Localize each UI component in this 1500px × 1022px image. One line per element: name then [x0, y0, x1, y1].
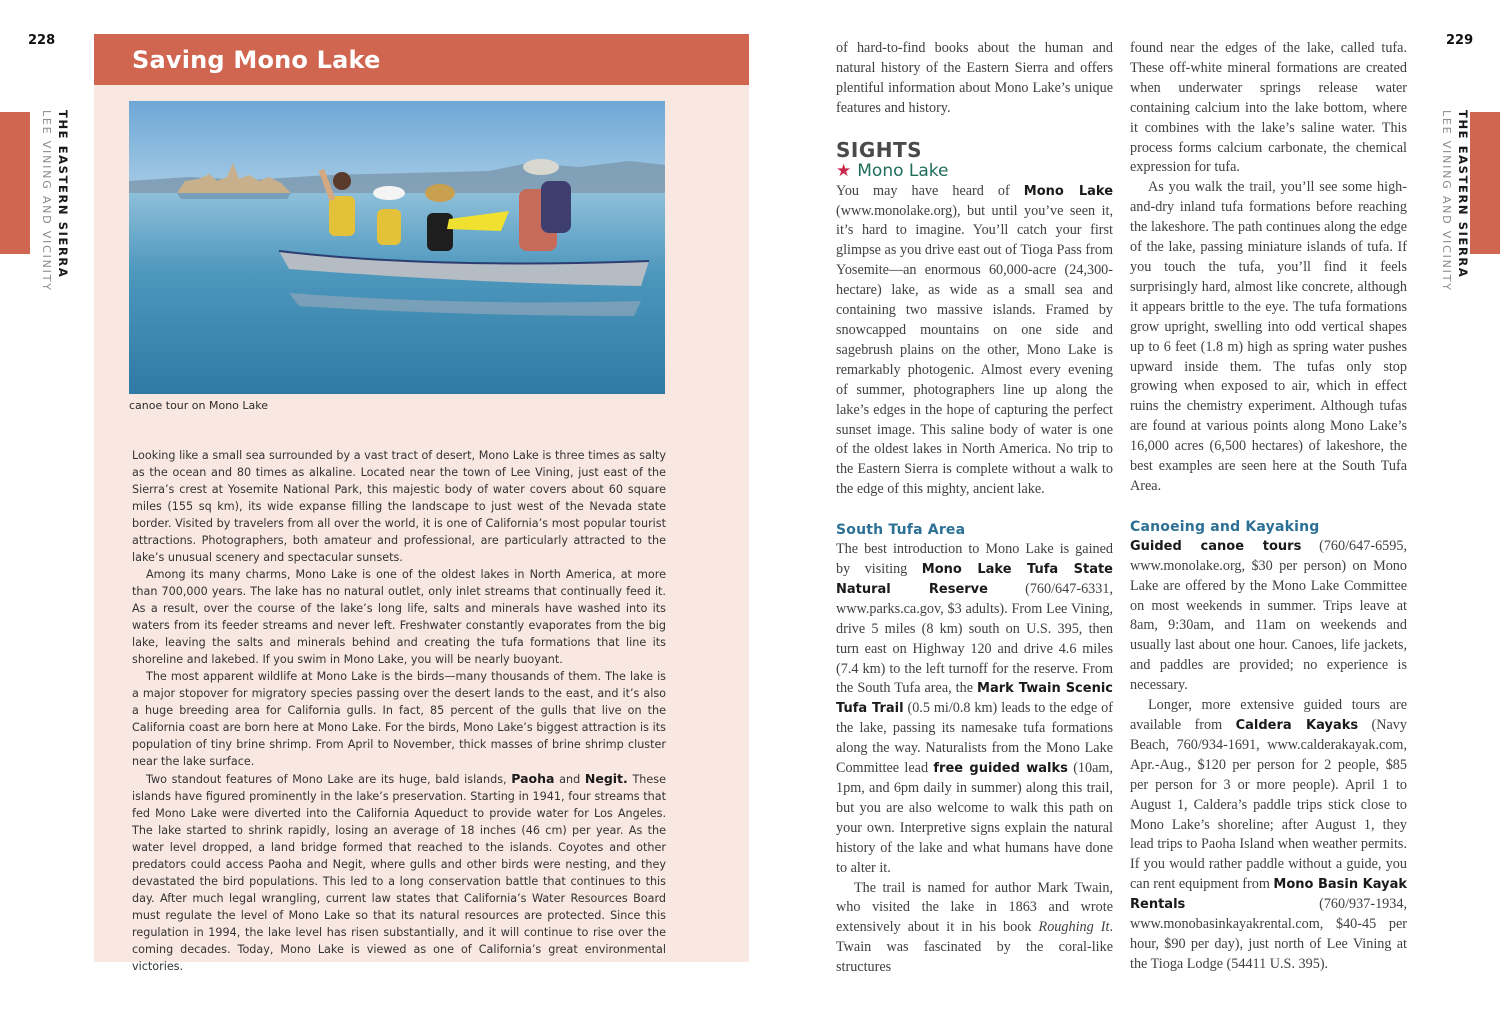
text-column-1 — [836, 39, 1113, 978]
subheading-canoeing-kayaking: Canoeing and Kayaking — [1130, 518, 1320, 535]
chapter-thumb-tab-left — [0, 112, 30, 254]
text-run: and — [554, 773, 585, 786]
text-run: (760/647-6595, www.monolake.org, $30 per person) on Mono Lake are offered by the Mono Lake Committee on most weekends in summer. Trips leave at 8am, 9:30am, and 11am on weekends and usually last about one hour. Canoes, life jackets, and paddles are provided; no experience is necessary. — [1130, 537, 1407, 694]
page-number-right: 229 — [1446, 33, 1474, 48]
walk-paragraph: As you walk the trail, you’ll see some high-and-dry inland tufa formations before reaching the lakeshore. The path continues along the edge of the lake, passing miniature islands of tufa. If you touch the tufa, you’ll find it feels surprisingly hard, almost like concrete, although it appears brittle to the eye. The tufa formations grow upright, swelling into odd vertical shapes up to 6 feet (1.8 m) high as spring water pushes upward inside them. The tufas only stop growing when exposed to air, which in effect ruins the chemistry experiment. Although tufas are found at various points along Mono Lake’s 16,000 acres (6,500 hectares) of lakeshore, the best examples are seen here at the South Tufa Area. — [1130, 179, 1407, 494]
canoe-photo-illustration — [129, 101, 665, 394]
text-run: Two standout features of Mono Lake are its huge, bald islands, — [146, 773, 512, 786]
sidebar-title: Saving Mono Lake — [132, 45, 381, 74]
text-run: (www.monolake.org), but until you’ve seen it, it’s hard to imagine. You’ll catch your first glimpse as you drive east out of Tioga Pass from Yosemite—an enormous 60,000-acre (24,300-hectare) lake, as wide as a small sea and containing two massive islands. Framed by snowcapped mountains on one side and sagebrush plains on the other, Mono Lake is remarkably photogenic. Almost every evening of summer, photographers line up along the lake’s edges in the hope of capturing the perfect sunset image. This saline body of water is one of the oldest lakes in North America. No trip to the Eastern Sierra is complete without a walk to the edge of this mighty, ancient lake. — [836, 202, 1113, 498]
section-heading-sights: SIGHTS — [836, 137, 923, 162]
bold-term-negit: Negit. — [584, 771, 628, 786]
sidebar-paragraph-islands — [132, 770, 666, 975]
intro-paragraph: of hard-to-find books about the human and natural history of the Eastern Sierra and offers plentiful information about Mono Lake’s unique features and history. — [836, 40, 1113, 116]
text-run: (760/647-6331, www.parks.ca.gov, $3 adults). From Lee Vining, drive 5 miles (8 km) south on U.S. 395, then turn east on Highway 120 and drive 4.6 miles (7.4 km) to the left turnoff for the reserve. From the South Tufa area, the — [836, 580, 1113, 697]
text-run: The best introduction to Mono Lake is gained by visiting — [836, 541, 1113, 578]
tufa-paragraph: found near the edges of the lake, called tufa. These off-white mineral formations are created when underwater springs release water containing calcium into the lake bottom, where it combines with the lake’s saline water. This process forms calcium carbonate, the chemical expression for tufa. — [1130, 40, 1407, 176]
bold-term-guided-canoe-tours: Guided canoe tours — [1130, 538, 1302, 554]
bold-term-mono-basin-kayak-rentals: Mono Basin Kayak Rentals — [1130, 877, 1408, 913]
running-head-subsection: LEE VINING AND VICINITY — [40, 110, 53, 292]
canoe-on-lake-photo — [129, 101, 665, 394]
chapter-thumb-tab-right — [1470, 112, 1500, 254]
listing-heading-mono-lake — [836, 161, 1113, 182]
canoe-tours-paragraph — [1130, 537, 1407, 696]
sidebar-paragraph: Looking like a small sea surrounded by a vast tract of desert, Mono Lake is three times as salty as the ocean and 80 times as alkaline. Located near the town of Lee Vining, just east of the Sierra’s crest at Yosemite National Park, this majestic body of water covers about 60 square miles (155 sq km), its wide expanse filling the landscape to just west of the Nevada state border. Visited by travelers from all over the world, it is one of California’s most popular tourist attractions. Photographers, both amateur and professional, are particularly attracted to the lake’s unusual scenery and spectacular sunsets. — [132, 449, 666, 564]
running-head-right — [1430, 110, 1470, 310]
sidebar-paragraph: Among its many charms, Mono Lake is one of the oldest lakes in North America, at more than 700,000 years. The lake has no natural outlet, only inlet streams that continually feed it. As a result, over the course of the lake’s long life, salts and minerals have washed into its waters from its feeder streams and never left. Freshwater constantly evaporates from the big lake, leaving the salts and minerals behind and creating the tufa formations that line its shoreline and lakebed. If you swim in Mono Lake, you will be nearly buoyant. — [132, 568, 666, 666]
text-run: The trail is named for author Mark Twain, who visited the lake in 1863 and wrote extensively about it in his book — [836, 879, 1113, 936]
running-head-subsection: LEE VINING AND VICINITY — [1440, 110, 1453, 292]
star-icon: ★ — [836, 160, 852, 181]
bold-term-paoha: Paoha — [511, 771, 555, 786]
running-head-section: THE EASTERN SIERRA — [56, 110, 70, 279]
sidebar-paragraph: The most apparent wildlife at Mono Lake is the birds—many thousands of them. The lake is a major stopover for migratory species passing over the desert lands to the east, and it’s also a huge breeding area for California gulls. In fact, 85 percent of the gulls that live on the California coast are born here at Mono Lake. For the birds, Mono Lake’s biggest attraction is its population of tiny brine shrimp. From April to November, thick masses of brine shrimp cluster near the lake surface. — [132, 670, 666, 768]
running-head-left — [30, 110, 70, 310]
bold-term-guided-walks: free guided walks — [933, 761, 1068, 777]
bold-term-mono-lake: Mono Lake — [1023, 183, 1114, 199]
south-tufa-paragraph — [836, 540, 1113, 878]
listing-name: Mono Lake — [857, 160, 949, 181]
running-head-section: THE EASTERN SIERRA — [1456, 110, 1470, 279]
bold-term-tufa-reserve: Mono Lake Tufa State Natural Reserve — [836, 562, 1113, 597]
page-number-left: 228 — [28, 33, 56, 48]
text-run: (Navy Beach, 760/934-1691, www.calderakayak.com, Apr.-Aug., $120 per person for 2 people, $85 per person for 3 or more people). April 1 to August 1, Caldera’s paddle trips stick close to Mono Lake’s shoreline; after August 1, they lead trips to Paoha Island when weather permits. If you would rather paddle without a guide, you can rent equipment from — [1130, 717, 1407, 893]
text-run: (0.5 mi/0.8 km) leads to the edge of the lake, passing its namesake tufa formations along the way. Naturalists from the Mono Lake Committee lead — [836, 700, 1113, 777]
photo-caption: canoe tour on Mono Lake — [129, 399, 269, 412]
book-title-roughing-it: Roughing It — [1038, 919, 1110, 936]
text-run: (760/937-1934, www.monobasinkayakrental.com, $40-45 per hour, $90 per day), just north of Lee Vining at the Tioga Lodge (54411 U.S. 395). — [1130, 896, 1407, 972]
kayak-paragraph — [1130, 696, 1407, 975]
text-run: You may have heard of — [836, 182, 1024, 199]
subheading-south-tufa-area: South Tufa Area — [836, 522, 966, 539]
sidebar-body-text — [132, 447, 666, 975]
text-column-2 — [1130, 39, 1407, 975]
text-run: (10am, 1pm, and 6pm daily in summer) along this trail, but you are also welcome to walk this path on your own. Interpretive signs explain the natural history of the lake and what humans have done to alter it. — [836, 760, 1113, 876]
mono-lake-paragraph — [836, 182, 1113, 501]
bold-term-caldera-kayaks: Caldera Kayaks — [1235, 718, 1359, 733]
twain-paragraph — [836, 879, 1113, 979]
text-run: These islands have figured prominently in the lake’s preservation. Starting in 1941, four streams that fed Mono Lake were diverted into the California Aqueduct to provide water for Los Angeles. The lake started to shrink rapidly, losing an average of 18 inches (46 cm) per year. As the water level dropped, a land bridge formed that reached to the islands. Coyotes and other predators could access Paoha and Negit, where gulls and other birds were nesting, and they devastated the bird populations. This led to a long conservation battle that continues to this day. After much legal wrangling, current law states that California’s Water Resources Board must regulate the level of Mono Lake so that its natural resources are protected. Since this regulation in 1994, the lake level has risen substantially, and it will continue to rise over the coming decades. Today, Mono Lake is viewed as one of California’s great environmental victories. — [132, 773, 666, 973]
text-run: . Twain was fascinated by the coral-like structures — [836, 919, 1114, 976]
bold-term-twain-trail: Mark Twain Scenic Tufa Trail — [836, 681, 1113, 717]
text-run: Longer, more extensive guided tours are available from — [1130, 697, 1407, 733]
sidebar-box-saving-mono-lake — [94, 34, 749, 973]
sidebar-title-bar — [94, 34, 749, 85]
